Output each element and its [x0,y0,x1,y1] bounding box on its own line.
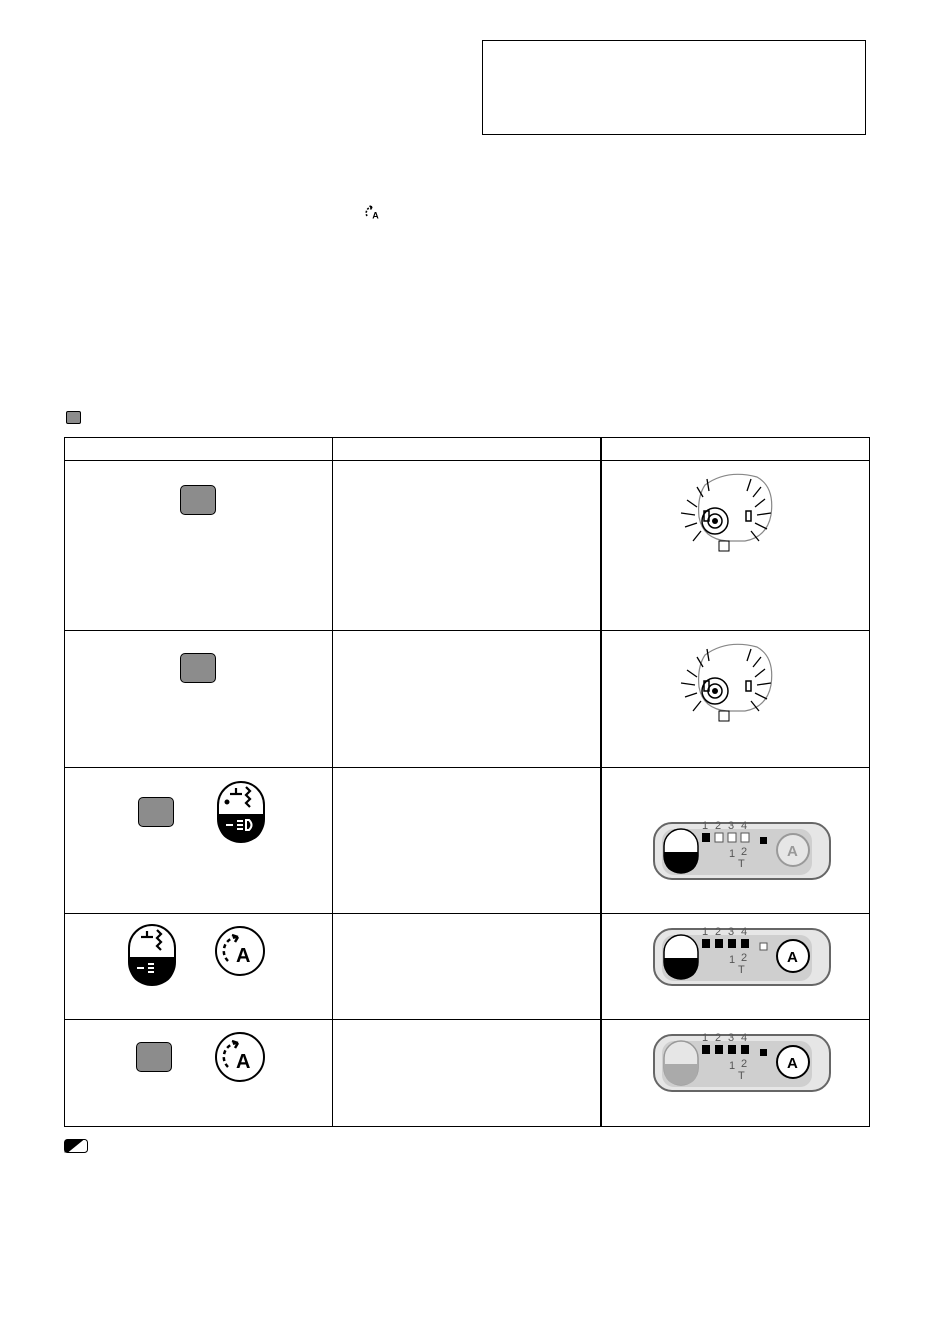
svg-text:2: 2 [715,926,722,938]
svg-text:1: 1 [702,926,709,938]
legend-gray-button-swatch [66,411,81,424]
svg-text:2: 2 [741,952,748,964]
table-border-bottom [64,1126,870,1127]
table-row-divider [64,913,870,914]
table-row-divider [64,767,870,768]
svg-text:A: A [236,945,251,967]
svg-text:A: A [236,1051,251,1073]
svg-text:1: 1 [729,848,736,860]
svg-text:2: 2 [715,1032,722,1044]
gray-button [138,797,174,827]
svg-text:2: 2 [741,846,748,858]
svg-text:4: 4 [741,1032,748,1044]
table-border-top [64,437,870,438]
svg-text:3: 3 [728,926,735,938]
svg-text:A: A [787,1055,798,1072]
notice-box [482,40,866,135]
svg-text:T: T [738,858,745,870]
table-row-divider [64,1019,870,1020]
svg-text:A: A [787,949,798,966]
svg-text:2: 2 [741,1058,748,1070]
mode-light-button-icon [216,780,266,844]
table-column-divider [332,437,333,1127]
table-row-divider [64,630,870,631]
led-panel-mode-light-figure [652,815,832,881]
svg-text:A: A [787,843,798,860]
svg-text:3: 3 [728,820,735,832]
svg-text:1: 1 [702,820,709,832]
table-border-right [869,437,870,1127]
gray-button [136,1042,172,1072]
auto-stop-button-icon [214,1031,266,1083]
auto-stop-button-icon [214,925,266,977]
led-panel-auto-stop-flashing-figure [652,1027,832,1093]
svg-text:4: 4 [741,820,748,832]
tool-lights-flashing-figure [667,637,787,727]
svg-text:1: 1 [729,954,736,966]
auto-stop-mode-icon [364,205,380,221]
svg-text:T: T [738,964,745,976]
mode-light-button-icon [127,923,177,987]
svg-text:A: A [372,210,379,221]
flash-rays-icon [681,649,771,711]
tool-lights-flashing-figure [667,467,787,557]
svg-text:2: 2 [715,820,722,832]
gray-button [180,485,216,515]
svg-text:4: 4 [741,926,748,938]
table-header-divider [64,460,870,461]
table-border-left [64,437,65,1127]
svg-text:3: 3 [728,1032,735,1044]
operation-table [64,437,870,1127]
svg-text:1: 1 [729,1060,736,1072]
table-column-divider [600,437,602,1127]
svg-text:1: 1 [702,1032,709,1044]
note-icon [64,1139,88,1153]
gray-button [180,653,216,683]
led-panel-auto-stop-figure [652,921,832,987]
flash-rays-icon [681,479,771,541]
svg-text:T: T [738,1070,745,1082]
